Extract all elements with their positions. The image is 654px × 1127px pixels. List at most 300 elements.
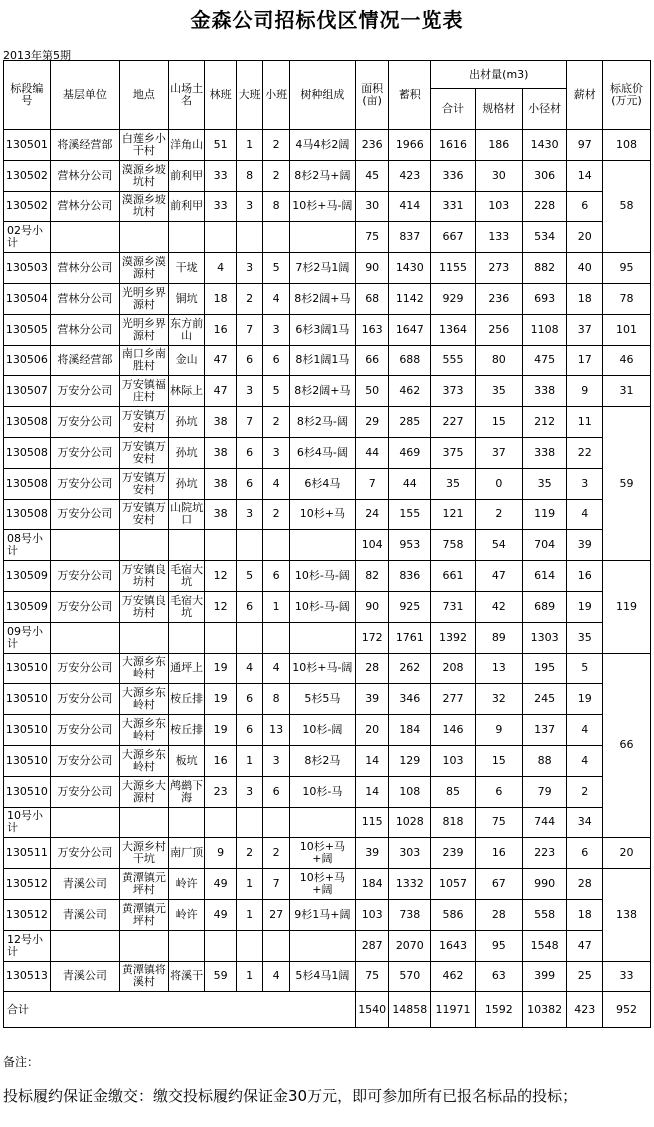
subtotal-row (4, 930, 651, 961)
cell-place: 大源乡大源村 (119, 776, 168, 807)
cell-code: 130506 (4, 345, 51, 376)
cell-field: 洋角山 (168, 130, 205, 161)
cell-place: 漠源乡坡坑村 (119, 160, 168, 191)
cell-big: 3 (236, 776, 262, 807)
cell-stock: 1761 (389, 622, 431, 653)
cell-std: 256 (475, 314, 522, 345)
cell-unit: 青溪公司 (50, 899, 119, 930)
cell-species: 8杉2马-阔 (289, 407, 355, 438)
table-row (4, 191, 651, 222)
cell-price: 119 (603, 561, 651, 653)
cell-smalldia: 195 (522, 653, 567, 684)
cell-total: 731 (431, 591, 476, 622)
empty-cell (205, 222, 237, 253)
cell-code: 130508 (4, 499, 51, 530)
cell-field: 孙坑 (168, 407, 205, 438)
table-row (4, 345, 651, 376)
cell-big: 2 (236, 838, 262, 869)
cell-std: 236 (475, 283, 522, 314)
cell-fuel: 5 (567, 653, 603, 684)
cell-area: 39 (355, 684, 389, 715)
cell-price: 46 (603, 345, 651, 376)
empty-cell (236, 222, 262, 253)
cell-species: 10杉-马-阔 (289, 561, 355, 592)
cell-unit: 青溪公司 (50, 869, 119, 900)
cell-smalldia: 693 (522, 283, 567, 314)
cell-code: 130511 (4, 838, 51, 869)
cell-species: 6杉4马-阔 (289, 437, 355, 468)
cell-field: 板坑 (168, 745, 205, 776)
cell-place: 万安镇万安村 (119, 499, 168, 530)
empty-cell (289, 530, 355, 561)
header-code: 标段编号 (4, 61, 51, 130)
cell-std: 15 (475, 745, 522, 776)
cell-big: 3 (236, 376, 262, 407)
cell-small: 2 (263, 499, 289, 530)
cell-stock: 285 (389, 407, 431, 438)
cell-species: 10杉+马-阔 (289, 191, 355, 222)
cell-area: 45 (355, 160, 389, 191)
cell-forest: 38 (205, 437, 237, 468)
cell-forest: 49 (205, 869, 237, 900)
cell-fuel: 18 (567, 283, 603, 314)
cell-big: 8 (236, 160, 262, 191)
cell-field: 东方前山 (168, 314, 205, 345)
cell-stock: 1142 (389, 283, 431, 314)
empty-cell (50, 222, 119, 253)
empty-cell (119, 930, 168, 961)
cell-big: 6 (236, 468, 262, 499)
cell-place: 白莲乡小干村 (119, 130, 168, 161)
cell-field: 通坪上 (168, 653, 205, 684)
cell-big: 1 (236, 745, 262, 776)
cell-small: 4 (263, 961, 289, 992)
cell-big: 4 (236, 653, 262, 684)
cell-area: 28 (355, 653, 389, 684)
cell-std: 2 (475, 499, 522, 530)
cell-big: 7 (236, 407, 262, 438)
cell-price: 58 (603, 160, 651, 252)
cell-species: 10杉-马-阔 (289, 591, 355, 622)
cell-unit: 万安分公司 (50, 561, 119, 592)
cell-total: 373 (431, 376, 476, 407)
cell-forest: 59 (205, 961, 237, 992)
cell-forest: 38 (205, 499, 237, 530)
cell-species: 10杉+马+阔 (289, 869, 355, 900)
cell-code: 130507 (4, 376, 51, 407)
cell-unit: 万安分公司 (50, 437, 119, 468)
empty-cell (263, 807, 289, 838)
cell-smalldia: 475 (522, 345, 567, 376)
cell-total: 35 (431, 468, 476, 499)
cell-species: 9杉1马+阔 (289, 899, 355, 930)
header-big: 大班 (236, 61, 262, 130)
cell-big: 3 (236, 253, 262, 284)
cell-place: 万安镇万安村 (119, 437, 168, 468)
cell-smalldia: 558 (522, 899, 567, 930)
cell-species: 8杉2马+阔 (289, 160, 355, 191)
cell-total: 277 (431, 684, 476, 715)
cell-total: 146 (431, 715, 476, 746)
cell-forest: 23 (205, 776, 237, 807)
header-place: 地点 (119, 61, 168, 130)
cell-area: 24 (355, 499, 389, 530)
table-row (4, 468, 651, 499)
cell-smalldia: 338 (522, 437, 567, 468)
cell-fuel: 39 (567, 530, 603, 561)
cell-forest: 16 (205, 314, 237, 345)
cell-price: 138 (603, 869, 651, 961)
cell-std: 75 (475, 807, 522, 838)
cell-unit: 营林分公司 (50, 191, 119, 222)
cell-species: 5杉5马 (289, 684, 355, 715)
cell-smalldia: 88 (522, 745, 567, 776)
cell-big: 6 (236, 345, 262, 376)
cell-area: 163 (355, 314, 389, 345)
cell-fuel: 34 (567, 807, 603, 838)
cell-small: 6 (263, 561, 289, 592)
cell-code: 130510 (4, 653, 51, 684)
cell-std: 47 (475, 561, 522, 592)
cell-species: 8杉2阔+马 (289, 283, 355, 314)
cell-stock: 155 (389, 499, 431, 530)
header-std: 规格材 (475, 89, 522, 130)
cell-area: 184 (355, 869, 389, 900)
empty-cell (289, 807, 355, 838)
grand-total-total: 11971 (431, 992, 476, 1028)
cell-area: 66 (355, 345, 389, 376)
cell-species: 5杉4马1阔 (289, 961, 355, 992)
cell-area: 104 (355, 530, 389, 561)
cell-species: 8杉2马 (289, 745, 355, 776)
cell-stock: 2070 (389, 930, 431, 961)
cell-stock: 953 (389, 530, 431, 561)
table-row (4, 160, 651, 191)
empty-cell (263, 930, 289, 961)
cell-stock: 570 (389, 961, 431, 992)
cell-field: 前利甲 (168, 191, 205, 222)
cell-area: 50 (355, 376, 389, 407)
cell-big: 2 (236, 283, 262, 314)
cell-stock: 44 (389, 468, 431, 499)
cell-fuel: 3 (567, 468, 603, 499)
cell-code: 130504 (4, 283, 51, 314)
cell-big: 6 (236, 684, 262, 715)
cell-field: 金山 (168, 345, 205, 376)
cell-unit: 青溪公司 (50, 961, 119, 992)
cell-small: 2 (263, 407, 289, 438)
cell-big: 6 (236, 591, 262, 622)
cell-area: 90 (355, 591, 389, 622)
empty-cell (236, 530, 262, 561)
cell-field: 毛宿大坑 (168, 591, 205, 622)
cell-small: 3 (263, 745, 289, 776)
cell-price: 66 (603, 653, 651, 838)
cell-fuel: 47 (567, 930, 603, 961)
empty-cell (50, 530, 119, 561)
header-area: 面积(亩) (355, 61, 389, 130)
cell-smalldia: 35 (522, 468, 567, 499)
cell-forest: 19 (205, 715, 237, 746)
cell-area: 39 (355, 838, 389, 869)
table-row (4, 776, 651, 807)
cell-total: 667 (431, 222, 476, 253)
empty-cell (205, 530, 237, 561)
cell-big: 5 (236, 561, 262, 592)
cell-place: 黄潭镇元坪村 (119, 869, 168, 900)
cell-total: 1364 (431, 314, 476, 345)
cell-species: 6杉3阔1马 (289, 314, 355, 345)
header-field: 山场土名 (168, 61, 205, 130)
cell-fuel: 2 (567, 776, 603, 807)
cell-code: 130510 (4, 745, 51, 776)
cell-stock: 262 (389, 653, 431, 684)
cell-forest: 51 (205, 130, 237, 161)
subtotal-label: 09号小计 (4, 622, 51, 653)
table-row (4, 653, 651, 684)
table-row (4, 869, 651, 900)
empty-cell (119, 807, 168, 838)
cell-area: 172 (355, 622, 389, 653)
cell-code: 130512 (4, 899, 51, 930)
cell-area: 115 (355, 807, 389, 838)
cell-price: 59 (603, 407, 651, 561)
empty-cell (50, 807, 119, 838)
empty-cell (119, 622, 168, 653)
table-row (4, 407, 651, 438)
cell-price: 95 (603, 253, 651, 284)
cell-stock: 836 (389, 561, 431, 592)
cell-std: 28 (475, 899, 522, 930)
bid-table (3, 60, 651, 1028)
cell-std: 32 (475, 684, 522, 715)
cell-std: 16 (475, 838, 522, 869)
cell-forest: 19 (205, 653, 237, 684)
cell-stock: 925 (389, 591, 431, 622)
cell-code: 130502 (4, 160, 51, 191)
cell-field: 林际上 (168, 376, 205, 407)
cell-total: 1616 (431, 130, 476, 161)
cell-big: 6 (236, 437, 262, 468)
cell-stock: 1028 (389, 807, 431, 838)
grand-total-price: 952 (603, 992, 651, 1028)
grand-total-fuel: 423 (567, 992, 603, 1028)
cell-unit: 将溪经营部 (50, 345, 119, 376)
cell-code: 130509 (4, 591, 51, 622)
cell-fuel: 11 (567, 407, 603, 438)
cell-fuel: 17 (567, 345, 603, 376)
cell-forest: 19 (205, 684, 237, 715)
cell-area: 103 (355, 899, 389, 930)
cell-std: 133 (475, 222, 522, 253)
cell-fuel: 19 (567, 684, 603, 715)
cell-total: 1155 (431, 253, 476, 284)
cell-smalldia: 614 (522, 561, 567, 592)
empty-cell (205, 930, 237, 961)
cell-forest: 16 (205, 745, 237, 776)
cell-price: 33 (603, 961, 651, 992)
cell-area: 75 (355, 222, 389, 253)
cell-std: 15 (475, 407, 522, 438)
cell-unit: 将溪经营部 (50, 130, 119, 161)
cell-area: 82 (355, 561, 389, 592)
cell-field: 桉丘排 (168, 684, 205, 715)
cell-code: 130510 (4, 776, 51, 807)
cell-std: 80 (475, 345, 522, 376)
cell-total: 661 (431, 561, 476, 592)
cell-std: 103 (475, 191, 522, 222)
cell-code: 130510 (4, 684, 51, 715)
cell-small: 4 (263, 283, 289, 314)
cell-field: 铜坑 (168, 283, 205, 314)
cell-fuel: 4 (567, 715, 603, 746)
cell-total: 121 (431, 499, 476, 530)
cell-big: 1 (236, 130, 262, 161)
cell-species: 6杉4马 (289, 468, 355, 499)
cell-smalldia: 704 (522, 530, 567, 561)
cell-unit: 营林分公司 (50, 253, 119, 284)
cell-stock: 1647 (389, 314, 431, 345)
cell-code: 130503 (4, 253, 51, 284)
cell-code: 130502 (4, 191, 51, 222)
cell-forest: 47 (205, 376, 237, 407)
cell-place: 黄潭镇元坪村 (119, 899, 168, 930)
cell-place: 大源乡村干坑 (119, 838, 168, 869)
cell-smalldia: 306 (522, 160, 567, 191)
subtotal-label: 12号小计 (4, 930, 51, 961)
cell-fuel: 22 (567, 437, 603, 468)
table-row (4, 838, 651, 869)
cell-forest: 38 (205, 468, 237, 499)
table-row (4, 715, 651, 746)
cell-species: 4马4杉2阔 (289, 130, 355, 161)
table-row (4, 561, 651, 592)
empty-cell (168, 807, 205, 838)
deposit-note: 投标履约保证金缴交：缴交投标履约保证金30万元，即可参加所有已报名标品的投标； (3, 1087, 578, 1105)
cell-std: 67 (475, 869, 522, 900)
cell-smalldia: 245 (522, 684, 567, 715)
cell-fuel: 16 (567, 561, 603, 592)
cell-fuel: 37 (567, 314, 603, 345)
cell-stock: 738 (389, 899, 431, 930)
cell-code: 130508 (4, 468, 51, 499)
cell-smalldia: 228 (522, 191, 567, 222)
cell-price: 78 (603, 283, 651, 314)
cell-field: 山院坑口 (168, 499, 205, 530)
cell-unit: 营林分公司 (50, 314, 119, 345)
cell-forest: 4 (205, 253, 237, 284)
cell-place: 大源乡东岭村 (119, 684, 168, 715)
cell-forest: 49 (205, 899, 237, 930)
cell-total: 818 (431, 807, 476, 838)
header-smalldia: 小径材 (522, 89, 567, 130)
cell-smalldia: 1548 (522, 930, 567, 961)
cell-smalldia: 1430 (522, 130, 567, 161)
cell-smalldia: 223 (522, 838, 567, 869)
cell-forest: 12 (205, 591, 237, 622)
cell-area: 236 (355, 130, 389, 161)
cell-small: 2 (263, 838, 289, 869)
period-label: 2013年第5期 (3, 49, 71, 62)
cell-area: 90 (355, 253, 389, 284)
cell-total: 375 (431, 437, 476, 468)
header-fuel: 薪材 (567, 61, 603, 130)
cell-stock: 414 (389, 191, 431, 222)
empty-cell (168, 530, 205, 561)
table-row (4, 376, 651, 407)
cell-forest: 12 (205, 561, 237, 592)
cell-std: 0 (475, 468, 522, 499)
empty-cell (289, 622, 355, 653)
cell-unit: 万安分公司 (50, 376, 119, 407)
cell-fuel: 6 (567, 191, 603, 222)
cell-place: 万安镇良坊村 (119, 591, 168, 622)
cell-code: 130513 (4, 961, 51, 992)
cell-code: 130501 (4, 130, 51, 161)
subtotal-label: 08号小计 (4, 530, 51, 561)
cell-smalldia: 338 (522, 376, 567, 407)
cell-std: 37 (475, 437, 522, 468)
cell-field: 南厂顶 (168, 838, 205, 869)
table-row (4, 684, 651, 715)
cell-place: 万安镇万安村 (119, 407, 168, 438)
cell-stock: 129 (389, 745, 431, 776)
cell-fuel: 19 (567, 591, 603, 622)
cell-std: 42 (475, 591, 522, 622)
empty-cell (168, 622, 205, 653)
cell-small: 6 (263, 776, 289, 807)
empty-cell (205, 807, 237, 838)
cell-big: 3 (236, 499, 262, 530)
note-label: 备注： (3, 1055, 40, 1069)
cell-place: 万安镇万安村 (119, 468, 168, 499)
cell-area: 20 (355, 715, 389, 746)
cell-forest: 9 (205, 838, 237, 869)
cell-field: 前利甲 (168, 160, 205, 191)
cell-place: 万安镇福庄村 (119, 376, 168, 407)
cell-total: 586 (431, 899, 476, 930)
cell-place: 大源乡东岭村 (119, 745, 168, 776)
cell-unit: 万安分公司 (50, 715, 119, 746)
cell-code: 130509 (4, 561, 51, 592)
cell-std: 9 (475, 715, 522, 746)
empty-cell (50, 930, 119, 961)
table-row (4, 961, 651, 992)
empty-cell (205, 622, 237, 653)
cell-smalldia: 534 (522, 222, 567, 253)
table-row (4, 130, 651, 161)
cell-fuel: 9 (567, 376, 603, 407)
cell-total: 758 (431, 530, 476, 561)
cell-smalldia: 1303 (522, 622, 567, 653)
cell-small: 7 (263, 869, 289, 900)
cell-small: 5 (263, 253, 289, 284)
cell-unit: 营林分公司 (50, 283, 119, 314)
cell-std: 13 (475, 653, 522, 684)
cell-small: 2 (263, 130, 289, 161)
table-row (4, 253, 651, 284)
header-total: 合计 (431, 89, 476, 130)
cell-std: 273 (475, 253, 522, 284)
cell-place: 万安镇良坊村 (119, 561, 168, 592)
cell-price: 108 (603, 130, 651, 161)
cell-place: 黄潭镇将溪村 (119, 961, 168, 992)
cell-total: 227 (431, 407, 476, 438)
cell-field: 将溪干 (168, 961, 205, 992)
cell-std: 35 (475, 376, 522, 407)
grand-total-label: 合计 (4, 992, 356, 1028)
cell-code: 130505 (4, 314, 51, 345)
